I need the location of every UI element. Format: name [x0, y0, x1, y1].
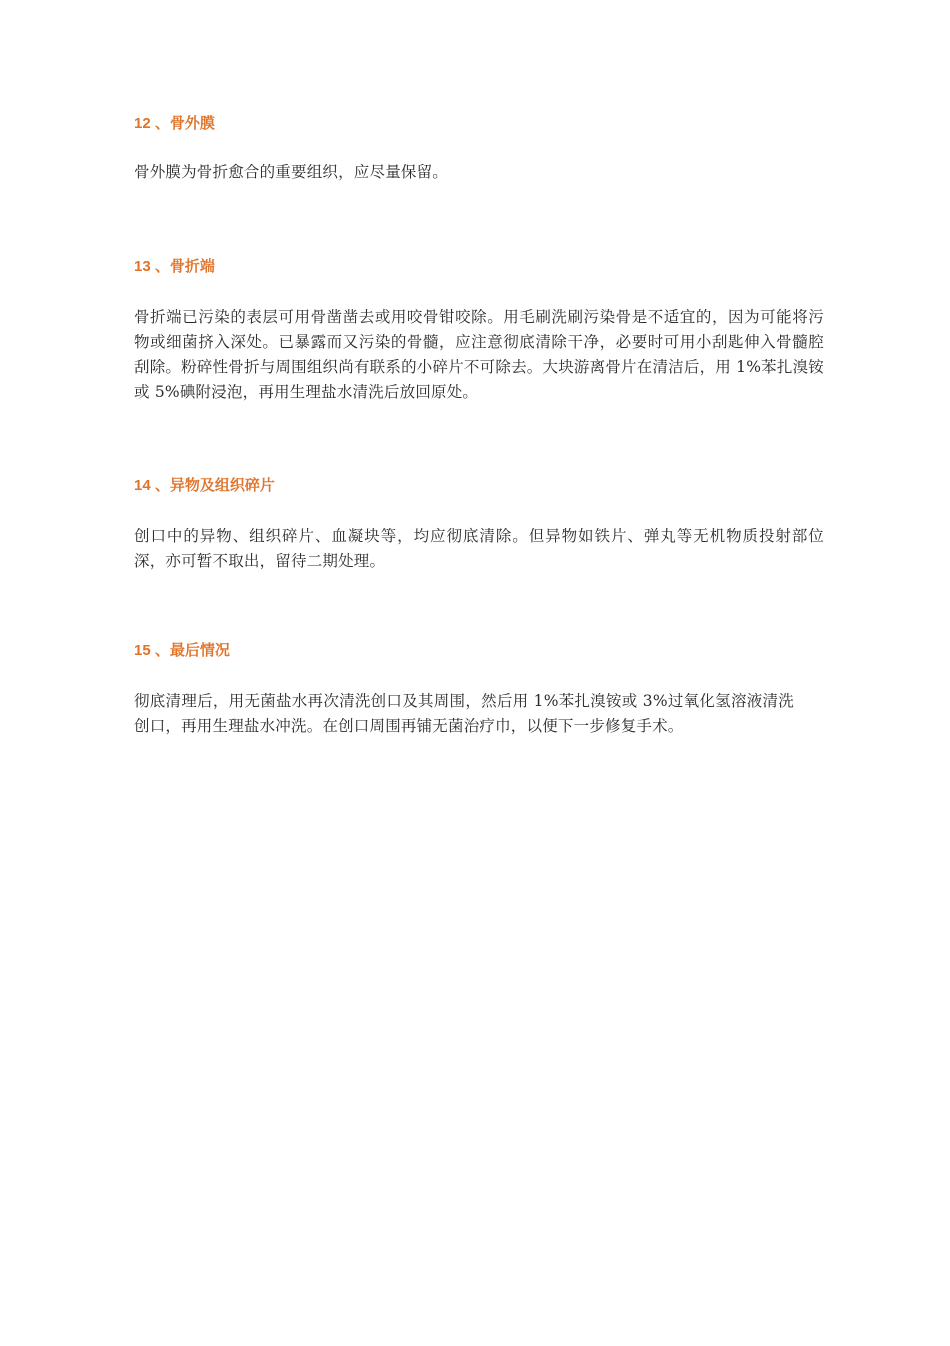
- section-fracture-ends: [134, 257, 824, 405]
- section-heading: 14 、异物及组织碎片: [134, 477, 275, 494]
- section-paragraph: 彻底清理后，用无菌盐水再次清洗创口及其周围，然后用 1%苯扎溴铵或 3%过氧化氢溶液清洗创口，再用生理盐水冲洗。在创口周围再铺无菌治疗巾，以便下一步修复手术。: [134, 692, 794, 735]
- section-foreign-bodies: [134, 476, 824, 574]
- section-paragraph: 骨外膜为骨折愈合的重要组织，应尽量保留。: [134, 163, 449, 181]
- section-heading: 13 、骨折端: [134, 258, 215, 275]
- section-heading: 15 、最后情况: [134, 642, 230, 659]
- section-paragraph: 创口中的异物、组织碎片、血凝块等，均应彻底清除。但异物如铁片、弹丸等无机物质投射部位深，亦可暂不取出，留待二期处理。: [134, 527, 824, 570]
- section-periosteum: [134, 114, 824, 185]
- section-final-situation: [134, 641, 824, 739]
- section-paragraph: 骨折端已污染的表层可用骨凿凿去或用咬骨钳咬除。用毛刷洗刷污染骨是不适宜的，因为可能将污物或细菌挤入深处。已暴露而又污染的骨髓，应注意彻底清除干净，必要时可用小刮匙伸入骨髓腔刮除。粉碎性骨折与周围组织尚有联系的小碎片不可除去。大块游离骨片在清洁后，用 1%苯扎溴铵或 5%碘附浸泡，再用生理盐水清洗后放回原处。: [134, 308, 824, 401]
- section-heading: 12 、骨外膜: [134, 115, 215, 132]
